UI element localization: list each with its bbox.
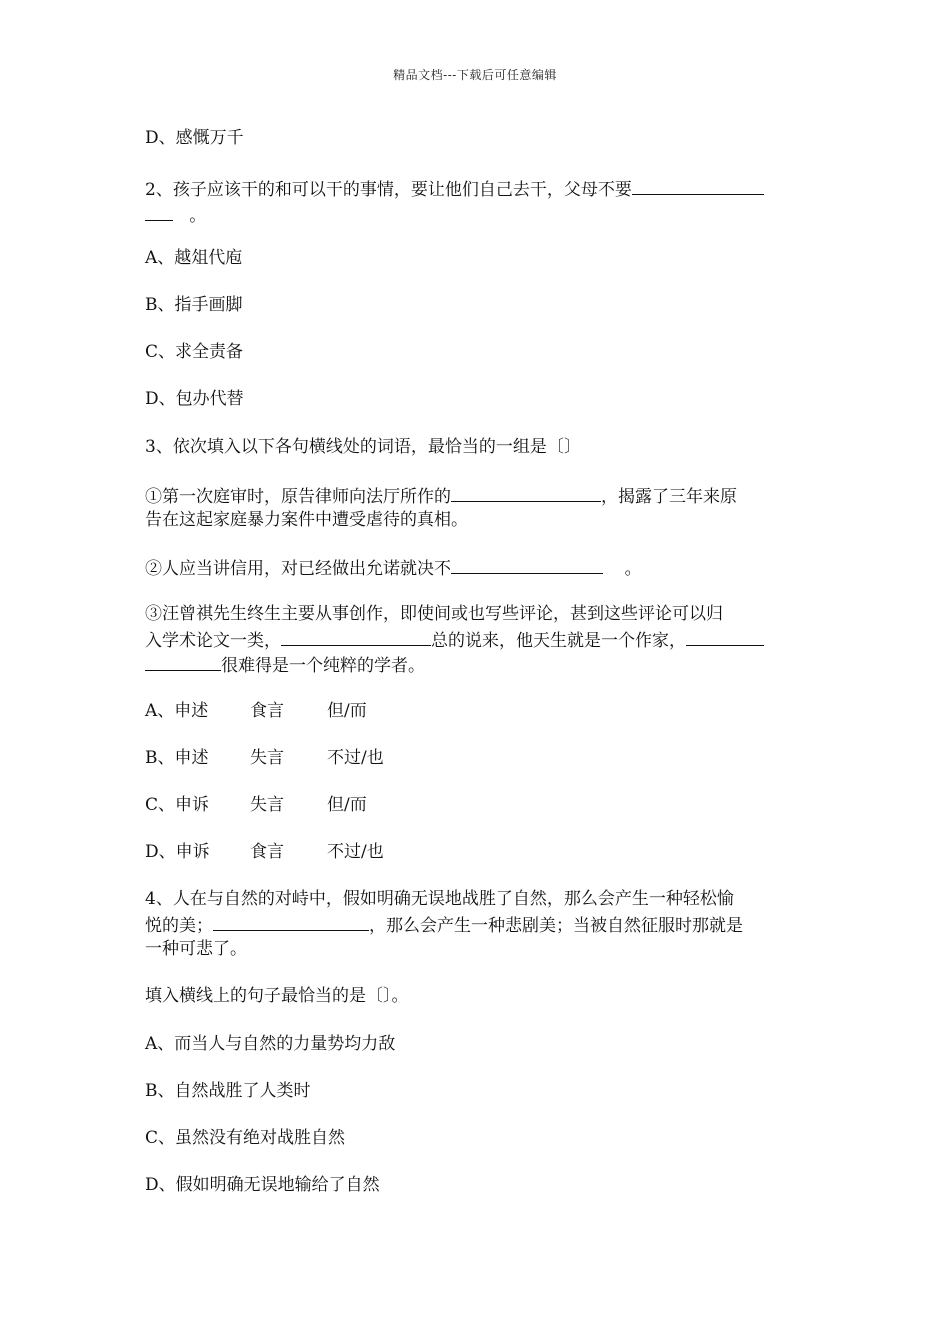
q4-stem-line1: 4、人在与自然的对峙中，假如明确无误地战胜了自然，那么会产生一种轻松愉 xyxy=(145,889,734,909)
q3-s3-blank-2-cont xyxy=(145,652,221,671)
q3-option-c-letter: C、申诉 xyxy=(145,795,210,815)
q3-sentence-3: ③汪曾祺先生终生主要从事创作，即使间或也写些评论，甚到这些评论可以归 xyxy=(145,604,723,624)
q3-option-a-word2: 食言 xyxy=(250,701,284,721)
q3-s2-text-a: ②人应当讲信用，对已经做出允诺就决不 xyxy=(145,559,451,579)
q2-option-b: B、指手画脚 xyxy=(145,295,243,315)
q3-s3-blank-1 xyxy=(281,627,431,646)
q3-s3-text-c: 很难得是一个纯粹的学者。 xyxy=(221,656,425,676)
q3-option-c xyxy=(145,793,367,817)
q2-option-a: A、越俎代庖 xyxy=(145,248,243,268)
prev-option-d: D、感慨万千 xyxy=(145,128,244,148)
q3-option-a-letter: A、申述 xyxy=(145,701,209,721)
page-header: 精品文档---下载后可任意编辑 xyxy=(393,68,557,82)
q3-sentence-1 xyxy=(145,483,737,509)
q4-stem-line2 xyxy=(145,912,743,938)
q2-end-mark: 。 xyxy=(189,206,207,226)
q3-option-d-word3: 不过/也 xyxy=(327,842,384,862)
q3-option-b-letter: B、申述 xyxy=(145,748,209,768)
q3-sentence-3-line3 xyxy=(145,652,425,678)
q2-option-c: C、求全责备 xyxy=(145,342,244,362)
q4-text-a: 悦的美； xyxy=(145,916,213,936)
q4-text-b: ，那么会产生一种悲剧美；当被自然征服时那就是 xyxy=(369,916,743,936)
q2-blank xyxy=(632,176,764,195)
q3-option-d xyxy=(145,840,384,864)
q4-blank xyxy=(213,912,369,931)
q2-blank-cont xyxy=(145,202,173,221)
q2-option-d: D、包办代替 xyxy=(145,389,244,409)
q3-s2-text-b: 。 xyxy=(624,559,642,579)
q3-option-c-word2: 失言 xyxy=(250,795,284,815)
q3-stem: 3、依次填入以下各句横线处的词语，最恰当的一组是〔〕 xyxy=(145,437,581,457)
q2-stem xyxy=(145,176,764,202)
q3-s1-text-b: ，揭露了三年来原 xyxy=(601,487,737,507)
q3-option-b-word3: 不过/也 xyxy=(327,748,384,768)
q3-s3-text-a: 入学术论文一类， xyxy=(145,631,281,651)
q2-stem-text: 2、孩子应该干的和可以干的事情，要让他们自己去干，父母不要 xyxy=(145,180,632,200)
q4-option-d: D、假如明确无误地输给了自然 xyxy=(145,1175,380,1195)
q3-sentence-1-cont: 告在这起家庭暴力案件中遭受虐待的真相。 xyxy=(145,510,468,530)
q3-s3-text-b: 总的说来，他天生就是一个作家， xyxy=(431,631,686,651)
q3-option-a xyxy=(145,699,367,723)
q3-option-b xyxy=(145,746,384,770)
q3-sentence-2 xyxy=(145,555,642,581)
q4-option-b: B、自然战胜了人类时 xyxy=(145,1081,311,1101)
q4-option-c: C、虽然没有绝对战胜自然 xyxy=(145,1128,346,1148)
q3-s1-text-a: ①第一次庭审时，原告律师向法厅所作的 xyxy=(145,487,451,507)
q3-option-b-word2: 失言 xyxy=(250,748,284,768)
q3-sentence-3-line2 xyxy=(145,627,764,653)
q3-option-c-word3: 但/而 xyxy=(327,795,367,815)
q3-option-a-word3: 但/而 xyxy=(327,701,367,721)
q3-s2-blank xyxy=(451,555,603,574)
q3-s1-blank xyxy=(451,483,601,502)
q3-s3-blank-2 xyxy=(686,627,764,646)
q3-option-d-word2: 食言 xyxy=(250,842,284,862)
q4-option-a: A、而当人与自然的力量势均力敌 xyxy=(145,1034,396,1054)
q2-stem-end xyxy=(145,202,206,228)
q3-option-d-letter: D、申诉 xyxy=(145,842,210,862)
q4-prompt: 填入横线上的句子最恰当的是〔〕。 xyxy=(145,986,409,1006)
q4-stem-line3: 一种可悲了。 xyxy=(145,939,247,959)
